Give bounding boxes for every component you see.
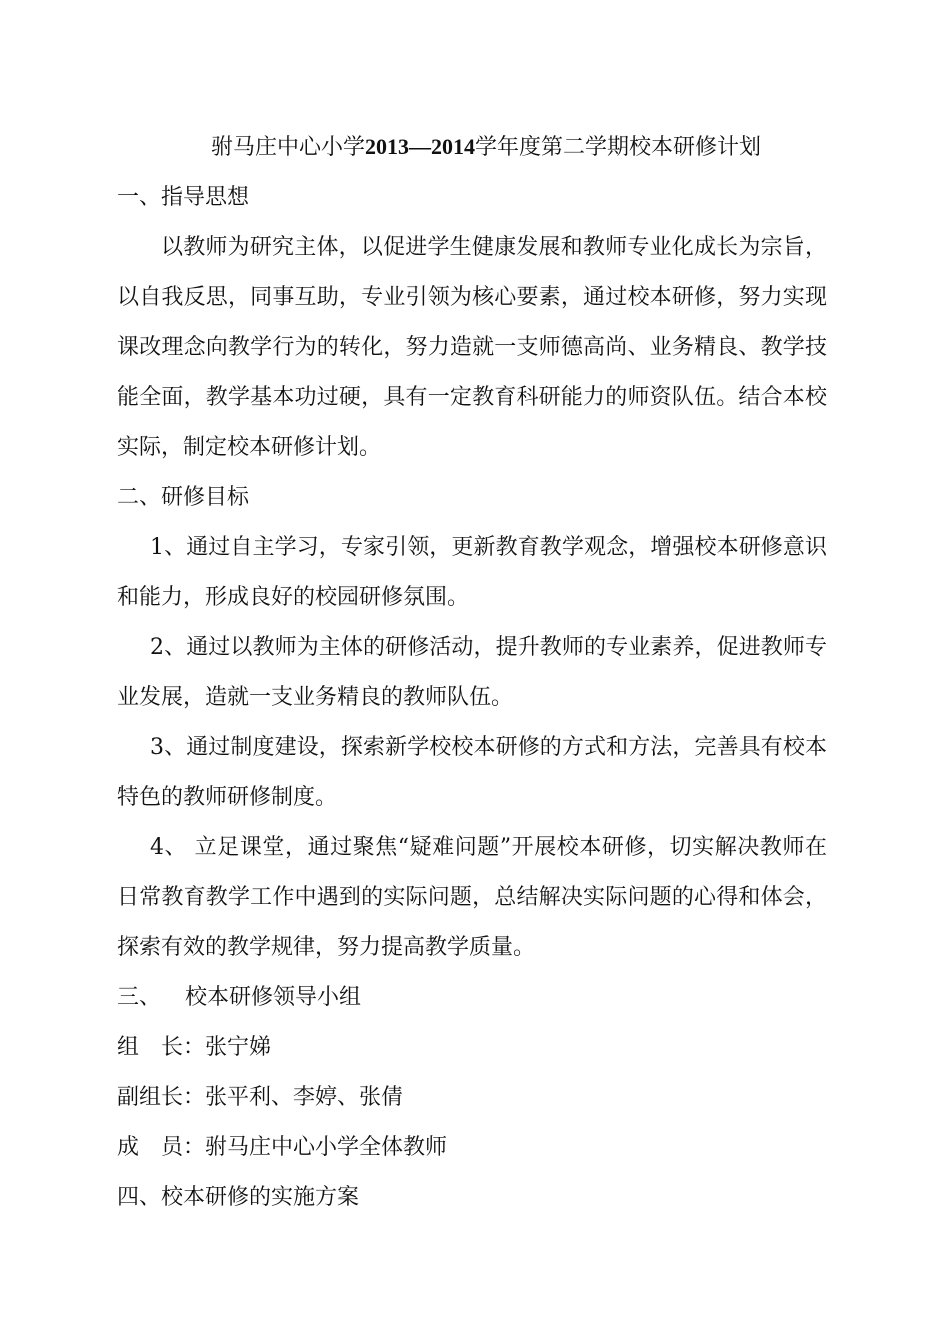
section4-heading: 四、校本研修的实施方案 — [117, 1185, 360, 1210]
goal-item-2: 2、通过以教师为主体的研修活动，提升教师的专业素养，促进教师专业发展，造就一支业务精良的教师队伍。 — [117, 635, 827, 710]
leader-value: 张宁娣 — [205, 1035, 272, 1060]
deputy-label: 副组长： — [117, 1085, 206, 1110]
title-prefix: 驸马庄中心小学 — [210, 135, 365, 160]
section3-heading-text: 校本研修领导小组 — [185, 985, 362, 1010]
title-dash: — — [409, 134, 431, 159]
deputy-row — [117, 1073, 827, 1123]
goal-item-3: 3、通过制度建设，探索新学校校本研修的方式和方法，完善具有校本特色的教师研修制度。 — [117, 735, 827, 810]
members-value: 驸马庄中心小学全体教师 — [205, 1135, 448, 1160]
section1-body: 以教师为研究主体，以促进学生健康发展和教师专业化成长为宗旨，以自我反思，同事互助，专业引领为核心要素，通过校本研修，努力实现课改理念向教学行为的转化，努力造就一支师德高尚、业务精良、教学技能全面，教学基本功过硬，具有一定教育科研能力的师资队伍。结合本校实际，制定校本研修计划。 — [117, 235, 827, 460]
goal-item-1: 1、通过自主学习，专家引领，更新教育教学观念，增强校本研修意识和能力，形成良好的校园研修氛围。 — [117, 535, 827, 610]
document-title — [117, 127, 827, 167]
members-row — [117, 1123, 827, 1173]
leader-row — [117, 1023, 827, 1073]
title-suffix: 学年度第二学期校本研修计划 — [475, 135, 762, 160]
document-content — [117, 127, 827, 1223]
section2-heading: 二、研修目标 — [117, 485, 250, 510]
section3-heading — [117, 973, 827, 1023]
members-label: 成 员： — [117, 1135, 206, 1160]
section1-heading: 一、指导思想 — [117, 185, 250, 210]
leader-label: 组 长： — [117, 1035, 206, 1060]
deputy-value: 张平利、李婷、张倩 — [205, 1085, 404, 1110]
title-year-start: 2013 — [365, 134, 409, 159]
title-year-end: 2014 — [431, 134, 475, 159]
section3-heading-num: 三、 — [117, 985, 162, 1010]
goal-item-4: 4、 立足课堂，通过聚焦“疑难问题”开展校本研修，切实解决教师在日常教育教学工作中遇到的实际问题，总结解决实际问题的心得和体会，探索有效的教学规律，努力提高教学质量。 — [117, 835, 827, 960]
